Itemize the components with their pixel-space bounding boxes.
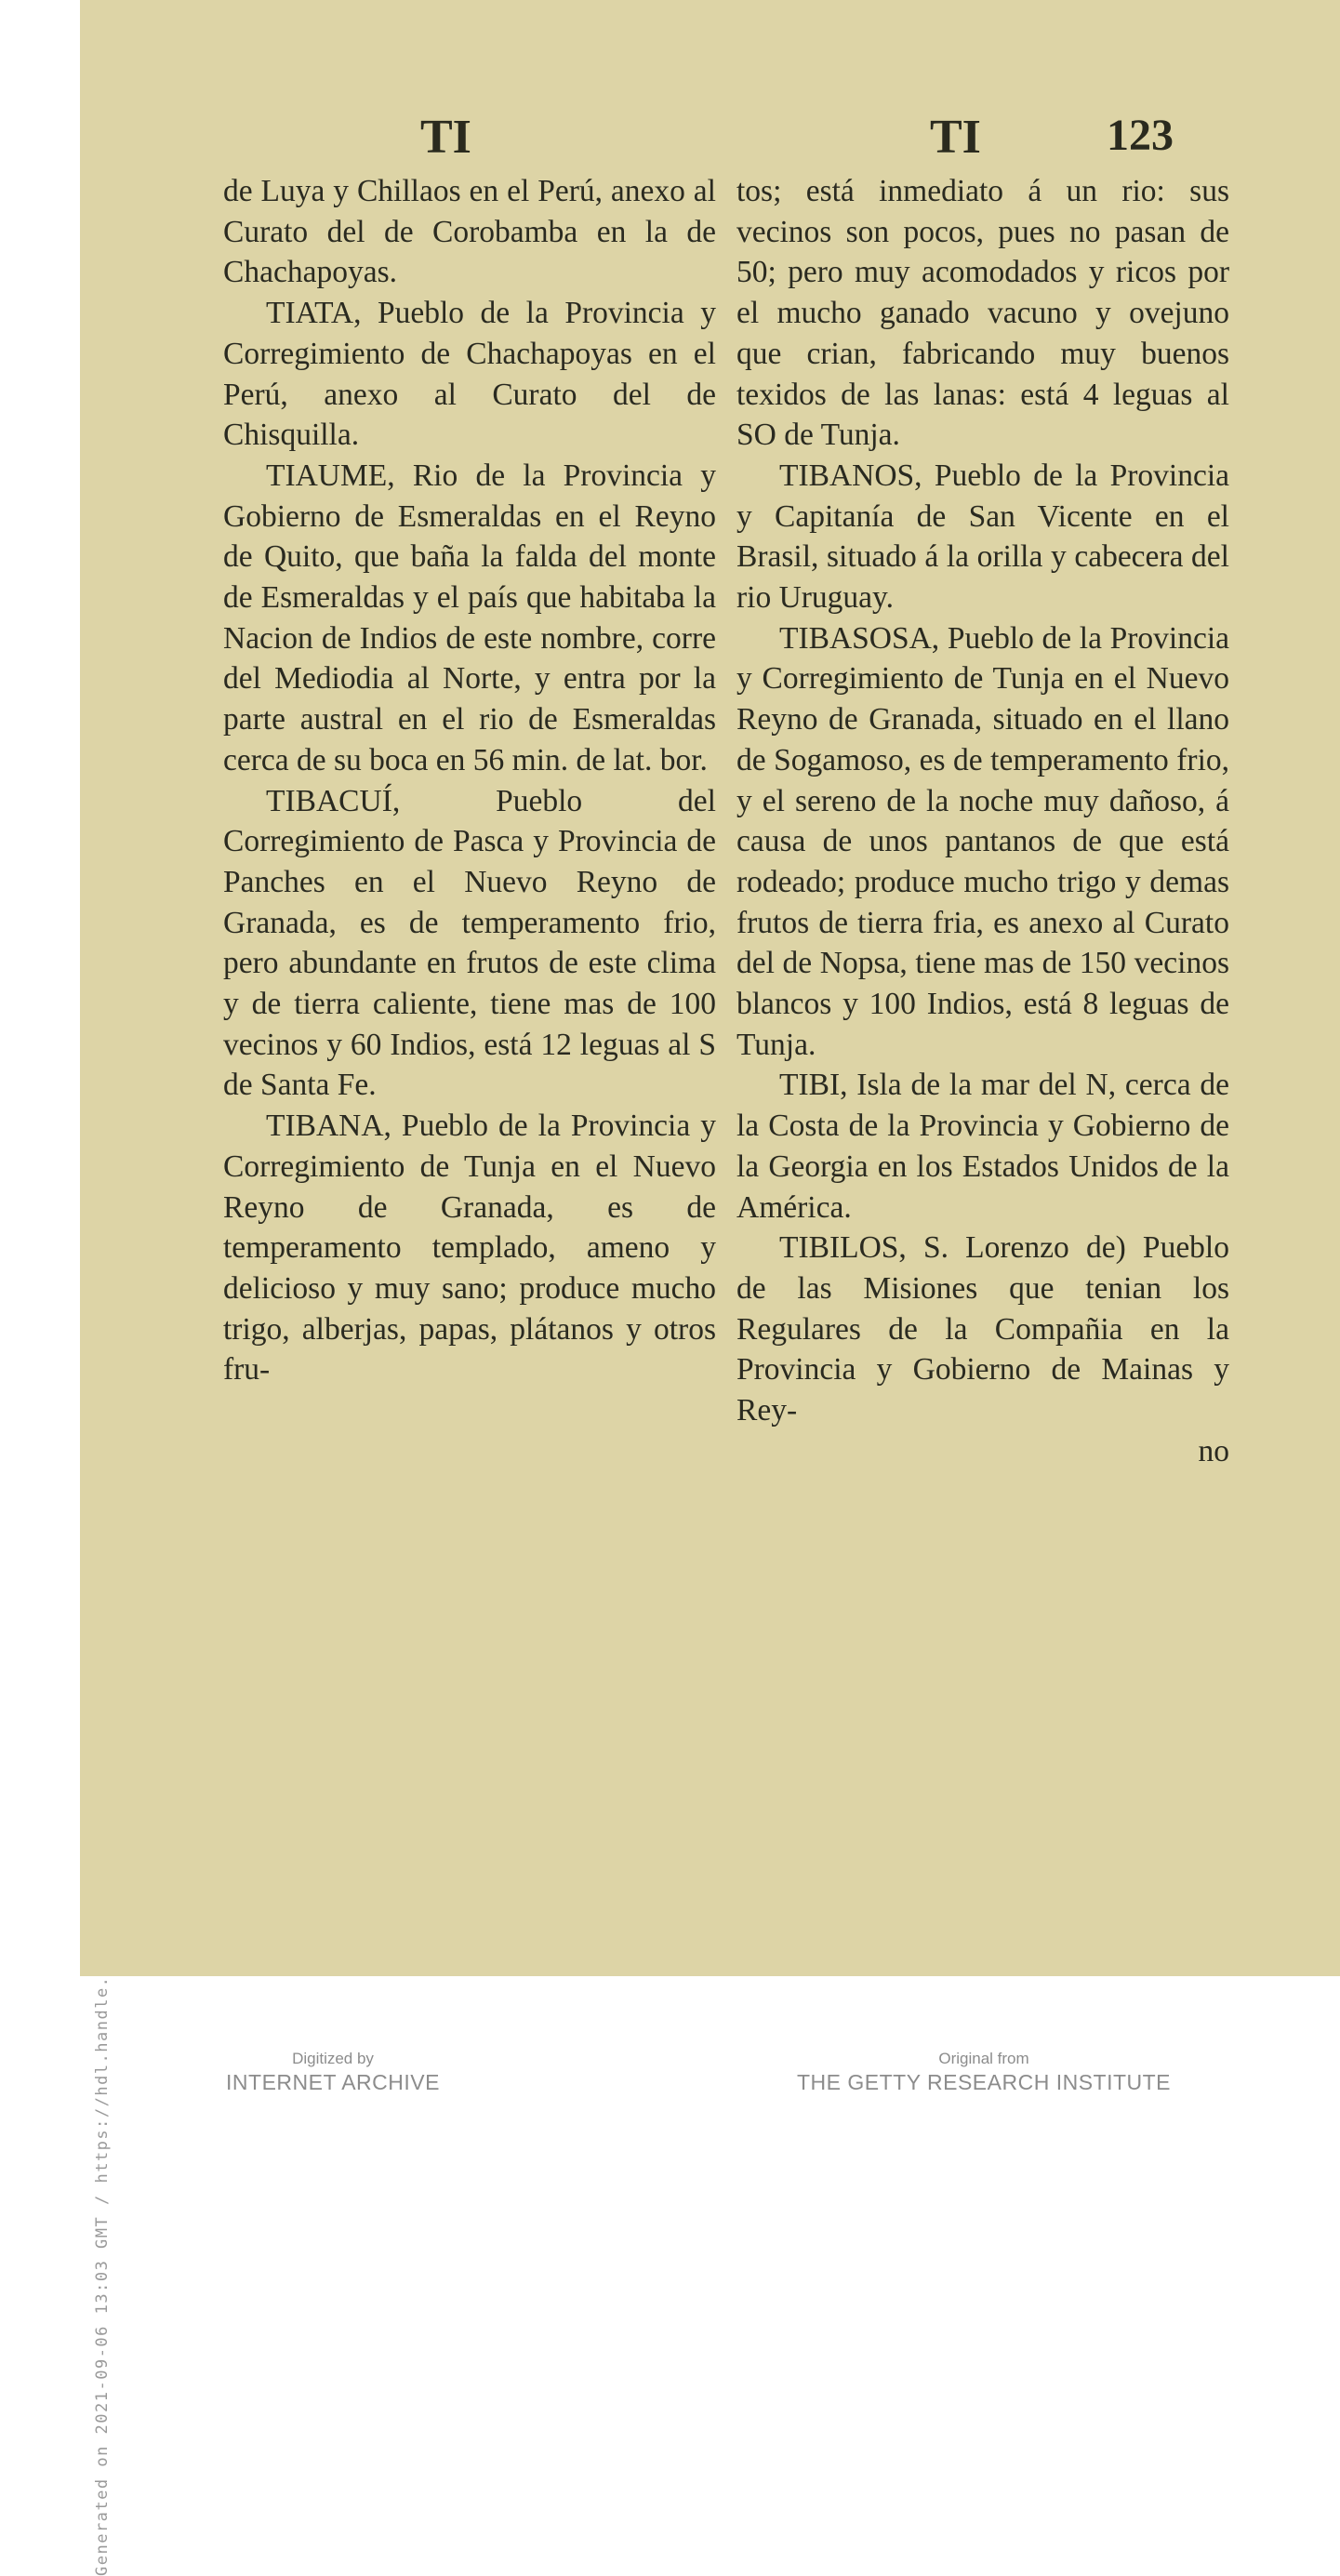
getty-label: THE GETTY RESEARCH INSTITUTE bbox=[796, 2070, 1172, 2094]
digitized-by bbox=[119, 2050, 547, 2095]
right-column bbox=[736, 171, 1229, 1472]
entry-tibilos: TIBILOS, S. Lorenzo de) Pueblo de las Misiones que tenian los Regulares de la Compañia en la Provincia y Gobierno de Mainas y Rey- bbox=[736, 1230, 1229, 1428]
entry-tibanos: TIBANOS, Pueblo de la Provincia y Capitanía de San Vicente en el Brasil, situado á la orilla y cabecera del rio Uruguay. bbox=[736, 458, 1229, 616]
entry-tibasosa: TIBASOSA, Pueblo de la Provincia y Corregimiento de Tunja en el Nuevo Reyno de Granada, situado en el llano de Sogamoso, es de temperamento frio, y el sereno de la noche muy dañoso, á causa de unos pantanos de que está rodeado; produce mucho trigo y demas frutos de tierra fria, es anexo al Curato del de Nopsa, tiene mas de 150 vecinos blancos y 100 Indios, está 8 leguas de Tunja. bbox=[736, 620, 1229, 1062]
entry-tibacui: TIBACUÍ, Pueblo del Corregimiento de Pasca y Provincia de Panches en el Nuevo Reyno de Granada, es de temperamento frio, pero abundante en frutos de este clima y de tierra caliente, tiene mas de 100 vecinos y 60 Indios, está 12 leguas al S de Santa Fe. bbox=[223, 783, 716, 1103]
entry-tiata: TIATA, Pueblo de la Provincia y Corregimiento de Chachapoyas en el Perú, anexo al Curato del de Chisquilla. bbox=[223, 296, 716, 453]
internet-archive-label: INTERNET ARCHIVE bbox=[226, 2070, 440, 2094]
header-left: TI bbox=[420, 111, 471, 164]
entry-tibi: TIBI, Isla de la mar del N, cerca de la Costa de la Provincia y Gobierno de la Georgia en los Estados Unidos de la América. bbox=[736, 1068, 1229, 1225]
entry-continuation: de Luya y Chillaos en el Perú, anexo al Curato del de Corobamba en la de Chachapoyas. bbox=[223, 174, 716, 290]
header-right: TI bbox=[930, 111, 981, 164]
digitized-by-label: Digitized by bbox=[292, 2050, 374, 2067]
hathitrust-watermark bbox=[0, 0, 56, 2097]
catchword: no bbox=[1198, 1433, 1229, 1468]
entry-tibana: TIBANA, Pueblo de la Provincia y Corregimiento de Tunja en el Nuevo Reyno de Granada, es de temperamento templado, ameno y delicioso y muy sano; produce mucho trigo, alberjas, papas, plátanos y otros fru- bbox=[223, 1109, 716, 1388]
original-from-label: Original from bbox=[938, 2050, 1029, 2067]
page-number: 123 bbox=[1107, 111, 1174, 160]
entry-tiaume: TIAUME, Rio de la Provincia y Gobierno de Esmeraldas en el Reyno de Quito, que baña la falda del monte de Esmeraldas y el país que habitaba la Nacion de Indios de este nombre, corre del Mediodia al Norte, y entra por la parte austral en el rio de Esmeraldas cerca de su boca en 56 min. de lat. bor. bbox=[223, 458, 716, 777]
left-column bbox=[223, 171, 716, 1390]
original-from bbox=[770, 2050, 1198, 2095]
entry-continuation: tos; está inmediato á un rio: sus vecinos son pocos, pues no pasan de 50; pero muy acomodados y ricos por el mucho ganado vacuno y ovejuno que crian, fabricando muy buenos texidos de las lanas: está 4 leguas al SO de Tunja. bbox=[736, 174, 1229, 453]
